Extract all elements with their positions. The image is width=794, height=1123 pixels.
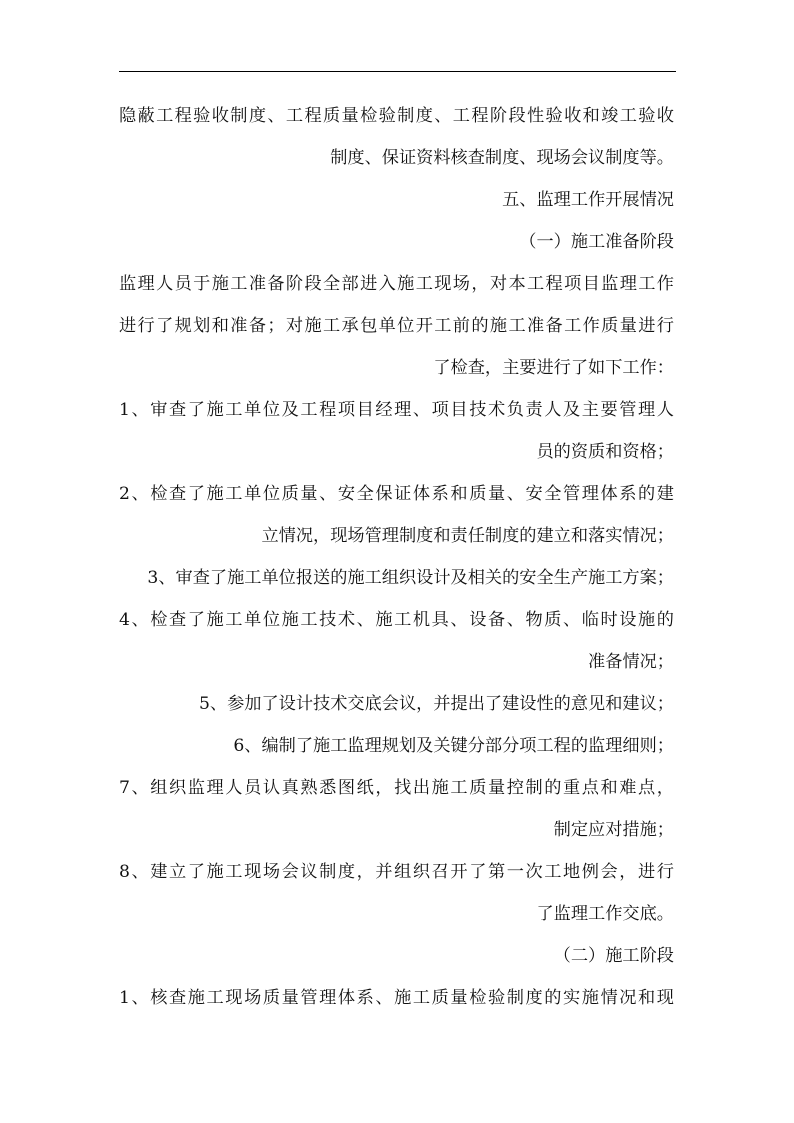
text-line: 准备情况； xyxy=(588,652,674,672)
text-line: 进行了规划和准备；对施工承包单位开工前的施工准备工作质量进行 xyxy=(119,316,674,336)
text-line: 员的资质和资格； xyxy=(536,442,674,462)
text-line: 制度、保证资料核查制度、现场会议制度等。 xyxy=(330,148,674,168)
subsection-heading: （二）施工阶段 xyxy=(553,946,674,966)
list-item: 2、检查了施工单位质量、安全保证体系和质量、安全管理体系的建 xyxy=(119,484,674,504)
list-item: 4、检查了施工单位施工技术、施工机具、设备、物质、临时设施的 xyxy=(119,610,674,630)
text-line: 监理人员于施工准备阶段全部进入施工现场，对本工程项目监理工作 xyxy=(119,274,674,294)
text-line: 了检查，主要进行了如下工作： xyxy=(433,358,674,378)
text-line: 制定应对措施； xyxy=(553,820,674,840)
section-heading: 五、监理工作开展情况 xyxy=(502,190,674,210)
list-item: 1、核查施工现场质量管理体系、施工质量检验制度的实施情况和现 xyxy=(119,988,674,1008)
list-item: 8、建立了施工现场会议制度，并组织召开了第一次工地例会，进行 xyxy=(119,862,674,882)
header-rule xyxy=(119,71,676,72)
text-line: 立情况，现场管理制度和责任制度的建立和落实情况； xyxy=(261,526,674,546)
list-item: 5、参加了设计技术交底会议，并提出了建设性的意见和建议； xyxy=(198,694,674,714)
list-item: 6、编制了施工监理规划及关键分部分项工程的监理细则； xyxy=(233,736,674,756)
text-line: 了监理工作交底。 xyxy=(536,904,674,924)
list-item: 7、组织监理人员认真熟悉图纸，找出施工质量控制的重点和难点， xyxy=(119,778,674,798)
text-line: 隐蔽工程验收制度、工程质量检验制度、工程阶段性验收和竣工验收 xyxy=(119,106,674,126)
subsection-heading: （一）施工准备阶段 xyxy=(519,232,674,252)
list-item: 3、审查了施工单位报送的施工组织设计及相关的安全生产施工方案； xyxy=(147,568,674,588)
list-item: 1、审查了施工单位及工程项目经理、项目技术负责人及主要管理人 xyxy=(119,400,674,420)
